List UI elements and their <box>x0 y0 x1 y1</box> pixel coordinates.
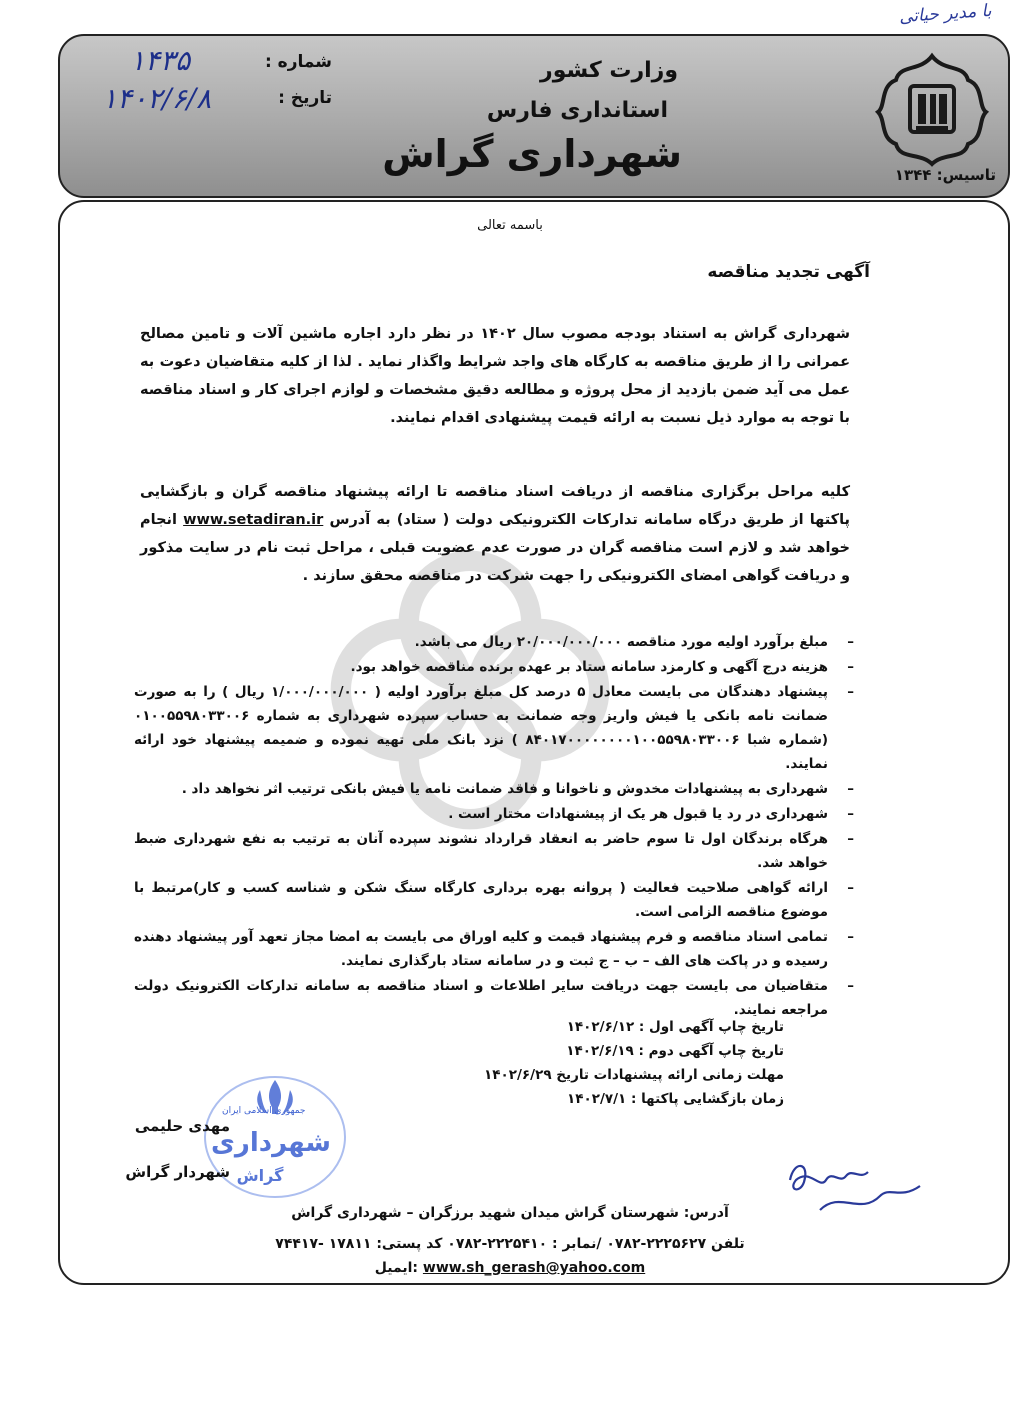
condition-item: – متقاضیان می بایست جهت دریافت سایر اطلاعات و اسناد مناقصه به سامانه تدارکات الکترونیک دولت مراجعه نمایند. <box>134 974 854 1022</box>
letter-date-label: تاریخ : <box>278 88 332 108</box>
letter-number-label: شماره : <box>264 52 332 72</box>
conditions-list <box>134 630 854 1023</box>
condition-item: – تمامی اسناد مناقصه و فرم پیشنهاد قیمت و کلیه اوراق می بایست به امضا مجاز تعهد آور پیشنهاد دهنده رسیده و در پاکت های الف – ب – ج ثبت و در سامانه ستاد بارگذاری نمایند. <box>134 925 854 973</box>
invocation-line: باسمه تعالی <box>477 218 543 233</box>
signer-block <box>125 1103 230 1195</box>
seal-sub-text: گراش <box>236 1166 284 1185</box>
schedule-dates <box>484 1015 784 1111</box>
letter-number-value: ۱۴۳۵ <box>130 44 191 77</box>
condition-item: – پیشنهاد دهندگان می بایست معادل ۵ درصد کل مبلغ برآورد اولیه ( ۱/۰۰۰/۰۰۰/۰۰۰ ریال ) را به صورت ضمانت نامه بانکی یا فیش واریز وجه ضمانت به حساب سپرده شهرداری به شماره ۰۱۰۰۵۵۹۸۰۳۳۰۰۶ (شماره شبا ۸۴۰۱۷۰۰۰۰۰۰۰۰۱۰۰۵۵۹۸۰۳۳۰۰۶ ) نزد بانک ملی تهیه نموده و ضمیمه پیشنهاد خود ارائه نمایند. <box>134 680 854 776</box>
condition-item: – ارائه گواهی صلاحیت فعالیت ( پروانه بهره برداری کارگاه سنگ شکن و شناسه کسب و کار)مرتبط با موضوع مناقصه الزامی است. <box>134 876 854 924</box>
footer-phone: تلفن ۲۲۲۵۶۲۷-۰۷۸۲ /نمابر : ۲۲۲۵۴۱۰-۰۷۸۲ کد پستی: ۱۷۸۱۱ -۷۴۴۱۷ <box>275 1236 745 1252</box>
municipality-logo-icon <box>872 50 992 168</box>
procedure-text-end: انجام خواهد شد و لازم است مناقصه گران در صورت عدم عضویت قبلی ، مراحل ثبت نام در سایت مذکور و دریافت گواهی امضای الکترونیکی را جهت شرکت در مناقصه محقق سازند . <box>140 512 850 584</box>
setadiran-link[interactable]: www.setadiran.ir <box>183 512 324 528</box>
province-name: استانداری فارس <box>486 98 668 123</box>
condition-item: – هزینه درج آگهی و کارمزد سامانه ستاد بر عهده برنده مناقصه خواهد بود. <box>134 655 854 679</box>
municipality-name: شهرداری گراش <box>382 132 682 176</box>
condition-item: – شهرداری به پیشنهادات مخدوش و ناخوانا و فاقد ضمانت نامه یا فیش بانکی ترتیب اثر نخواهد داد . <box>134 777 854 801</box>
date-line: زمان بازگشایی پاکتها : ۱۴۰۲/۷/۱ <box>566 1091 784 1107</box>
condition-item: – هرگاه برندگان اول تا سوم حاضر به انعقاد قرارداد نشوند سپرده آنان به ترتیب به نفع شهرداری ضبط خواهد شد. <box>134 827 854 875</box>
letter-date-value: ۱۴۰۲/۶/۸ <box>102 82 212 115</box>
ministry-name: وزارت کشور <box>540 58 678 83</box>
signer-name: مهدی حلیمی <box>134 1117 230 1135</box>
footer-address: آدرس: شهرستان گراش میدان شهید برزگران – شهرداری گراش <box>291 1205 729 1221</box>
date-line: مهلت زمانی ارائه پیشنهادات تاریخ ۱۴۰۲/۶/۲۹ <box>484 1067 784 1083</box>
procedure-paragraph <box>140 478 850 590</box>
footer-email-line <box>0 1260 1020 1276</box>
notice-title: آگهی تجدید مناقصه <box>707 262 870 282</box>
seal-main-text: شهرداری <box>211 1128 331 1158</box>
letterhead-banner <box>58 34 1010 198</box>
condition-item: – مبلغ برآورد اولیه مورد مناقصه ۲۰/۰۰۰/۰۰۰/۰۰۰ ریال می باشد. <box>134 630 854 654</box>
intro-paragraph: شهرداری گراش به استناد بودجه مصوب سال ۱۴۰۲ در نظر دارد اجاره ماشین آلات و تامین مصالح عمرانی را از طریق مناقصه به کارگاه های واجد شرایط واگذار نماید . لذا از کلیه متقاضیان دعوت به عمل می آید ضمن بازدید از محل پروژه و مطالعه دقیق مشخصات و لوازم اجرای کار و اسناد مناقصه با توجه به موارد ذیل نسبت به ارائه قیمت پیشنهادی اقدام نمایند. <box>140 326 850 426</box>
seal-top-text: جمهوری اسلامی ایران <box>222 1106 306 1116</box>
handwritten-corner-note: با مدیر حیاتی <box>898 0 993 28</box>
signer-role: شهردار گراش <box>125 1163 230 1181</box>
date-line: تاریخ چاپ آگهی دوم : ۱۴۰۲/۶/۱۹ <box>566 1043 784 1059</box>
founded-year: تاسیس: ۱۳۴۴ <box>894 166 996 184</box>
condition-item: – شهرداری در رد یا قبول هر یک از پیشنهادات مختار است . <box>134 802 854 826</box>
footer-email-label: :ایمیل <box>374 1260 419 1276</box>
footer-email-link[interactable]: www.sh_gerash@yahoo.com <box>422 1260 646 1276</box>
date-line: تاریخ چاپ آگهی اول : ۱۴۰۲/۶/۱۲ <box>566 1019 784 1035</box>
procedure-text-start: کلیه مراحل برگزاری مناقصه از دریافت اسناد مناقصه تا ارائه پیشنهاد مناقصه گران و بازگشایی پاکتها از طریق درگاه سامانه تدارکات الکترونیکی دولت ( ستاد) به آدرس <box>140 484 850 528</box>
